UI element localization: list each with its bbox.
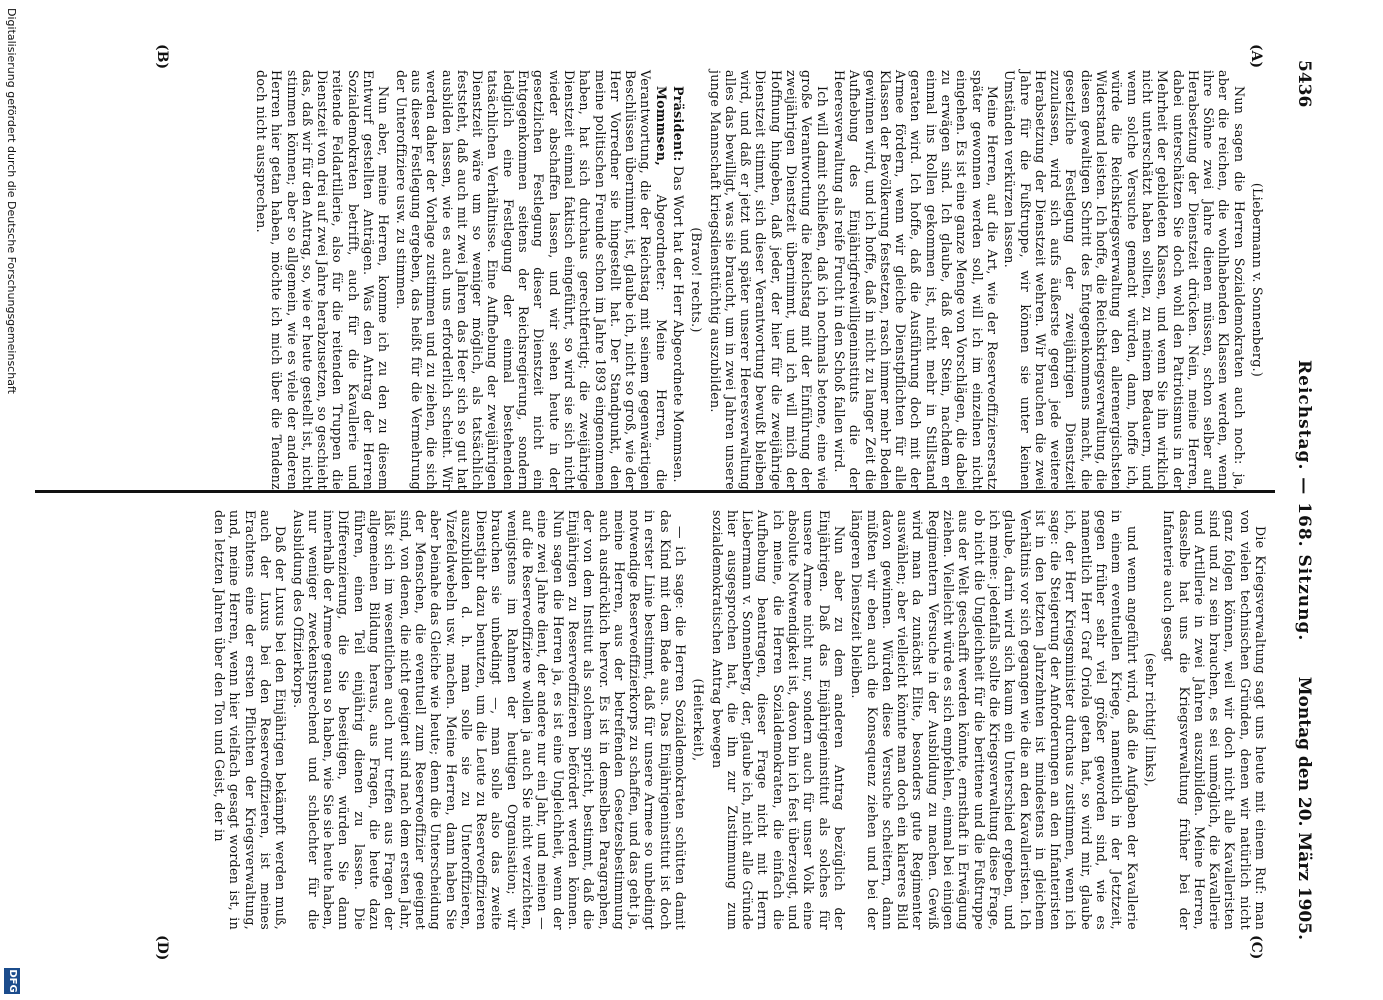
header-date: Montag den 20. März 1905. <box>1294 676 1314 940</box>
paragraph: Daß der Luxus bei den Einjährigen bekämpft werden muß, auch der Luxus bei den Reserveoffizieren, ist meines Erachtens eine der ersten Pflichten der Kriegsverwaltung, und, meine Herren, wenn hier vielfach gesagt worden ist, in den letzten Jahren über den Ton und Geist, der in <box>212 510 289 930</box>
paragraph: Die Kriegsverwaltung sagt uns heute mit einem Ruf: man von vielen technischen Gründen, denen wir natürlich nicht ganz folgen können, weil wir doch nicht alle Kavalleristen sind und zu sein brauchen, es sei unmöglich, die Kavallerie und Artillerie in zwei Jahren auszubilden. Meine Herren, dasselbe hat uns die Kriegsverwaltung früher bei der Infanterie auch gesagt <box>1161 510 1268 930</box>
page-header <box>1286 60 1318 940</box>
left-text-column <box>252 70 1268 490</box>
digitization-footer <box>0 0 22 1000</box>
margin-mark-d: (D) <box>154 935 170 961</box>
president-label: Präsident: <box>671 86 687 162</box>
paragraph: — ich sage: die Herren Sozialdemokraten schütten damit das Kind mit dem Bade aus. Das Einjährigeninstitut ist doch in erster Linie bestimmt, daß für unsere Armee so unbedingt notwendige Reserveoffizierkorps zu schaffen, und das geht ja, meine Herren, aus der betreffenden Gesetzesbestimmung auch ausdrücklich hervor. Es ist in demselben Paragraphen, der von dem Institut als solchem spricht, bestimmt, daß die Einjährigen zu Reserveoffizieren befördert werden können. Nun sagen die Herren ja, es ist eine Ungleichheit, wenn der eine zwei Jahre dient, der andere nur ein Jahr, und meinen — auf die Reserveoffiziere wollen ja auch Sie nicht verzichten, wenigstens im Rahmen der heutigen Organisation; wir brauchen sie unbedingt —, man solle also das zweite Dienstjahr dazu benutzen, um die Leute zu Reserveoffizieren auszubilden d. h. man solle sie zu Unteroffizieren, Vizefeldwebeln usw. machen. Meine Herren, dann haben Sie aber beinahe das Gleiche wie heute; denn die Unterscheidung der Menschen, die eventuell zum Reserveoffizier geeignet sind, von denen, die nicht geeignet sind nach dem ersten Jahr, läßt sich im wesentlichen auch nur treffen aus Fragen der allgemeinen Bildung heraus, aus Fragen, die heute dazu führen, einen Teil einjährig dienen zu lassen. Die Differenzierung, die Sie beseitigen, würden Sie dann innerhalb der Armee genau so haben, wie Sie sie heute haben, nur weniger zweckentsprechend und schlechter für die Ausbildung des Offizierkorps. <box>290 510 689 930</box>
mommsen-paragraph <box>393 70 668 490</box>
mommsen-text: Abgeordneter: Meine Herren, die Verantwortung, die der Reichstag mit seinem gegenwärtigen Beschlüssen übernimmt, ist, glaube ich, nicht so groß, wie der Herr Vorredner sie hingestellt hat. Der Standpunkt, den meine politischen Freunde schon im Jahre 1893 eingenommen haben, hat sich durchaus gerechtfertigt; die zweijährige Dienstzeit einmal faktisch eingeführt, so wird sie sich nicht wieder abschaffen lassen, und wir sehen heute in der gesetzlichen Festlegung dieser Dienstzeit nicht ein Entgegenkommen seitens der Reichsregierung, sondern lediglich eine Festlegung der einmal bestehenden tatsächlichen Verhältnisse. Eine Aufhebung der zweijährigen Dienstzeit wäre um so weniger möglich, als tatsächlich feststeht, daß auch mit zwei Jahren das Heer sich so gut hat ausbilden lassen, wie es auch uns erforderlich scheint. Wir werden daher der Vorlage zustimmen und zu ziehen, die sich aus dieser Festlegung ergeben, das heißt für die Vermehrung der Unteroffiziere usw. zu stimmen. <box>393 70 669 490</box>
president-text: Das Wort hat der Herr Abgeordnete Mommsen. <box>671 165 687 483</box>
applause-note: (Bravo! rechts.) <box>689 227 705 333</box>
interjection: (sehr richtig! links), <box>1142 652 1158 788</box>
paragraph: und wenn angeführt wird, daß die Aufgaben der Kavallerie in einem eventuellen Kriege, namentlich in der Jetztzeit, gegen früher sehr viel größer geworden sind, wie es namentlich Herr Graf Oriola getan hat, so wird mir, glaube ich, der Herr Kriegsminister durchaus zustimmen, wenn ich sage: die Steigerung der Anforderungen an den Infanteristen ist in den letzten Jahrzehnten ist mindestens in gleichem Verhältnis vor sich gegangen wie die an den Kavalleristen. Ich glaube, darin wird sich kaum ein Unterschied ergeben, und ich meine: jedenfalls sollte die Kriegsverwaltung diese Frage, ob nicht die Ungleichheit für die berittene und die Fußtruppe aus der Welt geschafft werden könnte, ernsthaft in Erwägung ziehen. Vielleicht würde es sich empfehlen, einmal bei einigen Regimentern Versuche in der Ausbildung zu machen. Gewiß wird man da zunächst Elite, besonders gute Regimenter auswählen; aber vielleicht könnte man doch ein klareres Bild davon gewinnen. Würden diese Versuche scheitern, dann müßten wir eben auch die Konsequenz ziehen und bei der längeren Dienstzeit bleiben. <box>849 510 1140 930</box>
paragraph: Nun aber zu dem anderen Antrag bezüglich der Einjährigen. Daß das Einjährigeninstitut als solches für unsere Armee nicht nur, sondern auch für unser Volk eine absolute Notwendigkeit ist, davon bin ich fest überzeugt, und ich meine, die Herren Sozialdemokraten, die einfach die Aufhebung beantragen, dieser Frage nicht mit Herrn Liebermann v. Sonnenberg, der, glaube ich, nicht alle Gründe hier ausgesprochen hat, die ihn zur Zustimmung zum sozialdemokratischen Antrag bewegen <box>709 510 847 930</box>
page-number: 5436 <box>1294 60 1314 108</box>
speaker-header: (Liebermann v. Sonnenberg.) <box>1250 182 1265 378</box>
funding-note: Digitalisierung gefördert durch die Deutsche Forschungsgemeinschaft <box>5 8 18 394</box>
column-divider <box>35 490 1275 493</box>
margin-mark-a: (A) <box>1248 44 1264 69</box>
paragraph: Nun sagen die Herren Sozialdemokraten auch noch: ja, aber die reichen, die wohlhabenden Klassen werden, wenn ihre Söhne zwei Jahre dienen müssen, schon selber auf Herabsetzung der Dienstzeit drücken. Nein, meine Herren, dabei unterschätzen Sie doch wohl den Patriotismus in der Mehrheit der gebildeten Klassen, und wenn Sie ihn wirklich nicht unterschätzt haben sollten, zu meinem Bedauern, und wenn solche Versuche gemacht würden, dann, hoffe ich, würde die Reichskriegsverwaltung den allerenergischsten Widerstand leisten. Ich hoffe, die Reichskriegsverwaltung, die diesen gewaltigen Schritt des Entgegenkommens macht, die gesetzliche Festlegung der zweijährigen Dienstzeit zuzulassen, wird sich aufs äußerste gegen jede weitere Herabsetzung der Dienstzeit wehren. Wir brauchen die zwei Jahre für die Fußtruppe, wir können sie unter keinen Umständen verkürzen lassen. <box>1002 70 1247 490</box>
president-paragraph <box>671 70 686 490</box>
margin-mark-b: (B) <box>154 44 170 70</box>
paragraph: Meine Herren, auf die Art, wie der Reserveoffiziersersatz später gewonnen werden soll, will ich im einzelnen nicht eingehen. Es ist eine ganze Menge von Vorschlägen, die dabei zu erwägen sind. Ich glaube, daß der Stein, nachdem er einmal ins Rollen gekommen ist, nicht mehr in Stillstand geraten wird. Ich hoffe, daß die Ausführung doch mit der Armee fördern, wenn wir gleiche Dienstpflichten für alle Klassen der Bevölkerung festsetzen, rasch immer mehr Boden gewinnen wird, und ich hoffe, daß in nicht zu langer Zeit die Aufhebung des Einjährigfreiwilligeninstituts die der Heeresverwaltung als reife Frucht in den Schoß fallen wird. <box>831 70 1000 490</box>
paragraph: Nun aber, meine Herren, komme ich zu den zu diesem Entwurf gestellten Anträgen. Was den Antrag der Herren Sozialdemokraten betrifft, auch für die Kavallerie und reitende Feldartillerie, also für die reitenden Truppen die Dienstzeit von drei auf zwei Jahre herabzusetzen, so geschieht das, daß wir für den Antrag, so, wie er heute gestellt ist, nicht stimmen können; aber so allgemein, wie es viele der anderen Herren hier getan haben, möchte ich mich über die Tendenz doch nicht aussprechen. <box>254 70 392 490</box>
right-text-column <box>210 510 1268 930</box>
dfg-logo: DFG <box>4 968 20 994</box>
paragraph: Ich will damit schließen, daß ich nochmals betone, eine wie große Verantwortung die Reichstag mit der Einführung der zweijährigen Dienstzeit übernimmt, und ich will mich der Hoffnung hingeben, daß jeder, der hier für die zweijährige Dienstzeit stimmt, sich dieser Verantwortung bewußt bleiben wird, und daß er jetzt und später unserer Heeresverwaltung alles das bewilligt, was sie braucht, um in zwei Jahren unsere junge Mannschaft kriegsdiensttüchtig auszubilden. <box>707 70 830 490</box>
header-title: Reichstag. — 168. Sitzung. <box>1294 360 1314 642</box>
interjection: (Heiterkeit), <box>691 678 707 762</box>
mommsen-label: Mommsen, <box>653 86 669 167</box>
margin-mark-c: (C) <box>1248 935 1264 960</box>
